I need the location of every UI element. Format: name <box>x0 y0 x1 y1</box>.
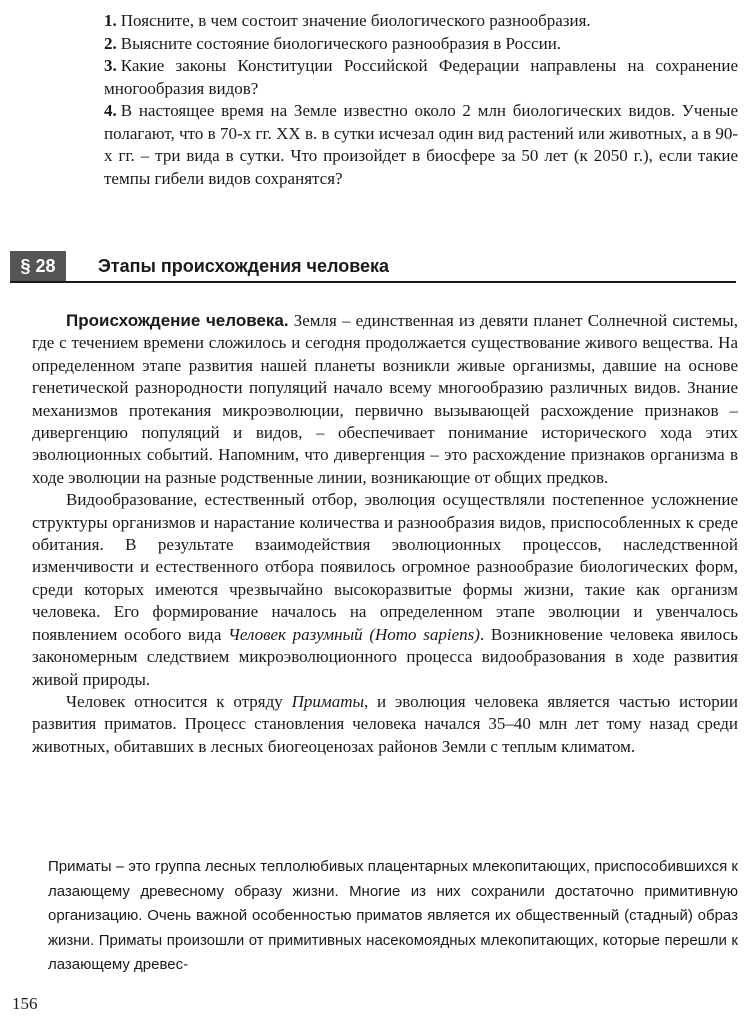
question-item <box>104 100 738 190</box>
section-header <box>10 251 736 283</box>
question-number: 1. <box>104 11 117 30</box>
main-text <box>32 310 738 758</box>
question-text: Поясните, в чем состоит значение биологического разнообразия. <box>120 11 591 30</box>
paragraph-text: , и эволюция человека является частью истории развития приматов. Процесс становления человека начался 35–40 млн лет тому назад среди животных, обитавших в лесных биогеоценозах районов Земли с теплым климатом. <box>32 691 738 756</box>
species-term: Человек разумный (Homo sapiens) <box>228 624 480 644</box>
section-title: Этапы происхождения человека <box>98 256 390 276</box>
paragraph-origin <box>32 310 738 489</box>
section-number-badge: § 28 <box>10 251 66 281</box>
question-number: 4. <box>104 101 117 120</box>
paragraph-speciation <box>32 489 738 691</box>
question-text: Выясните состояние биологического разнообразия в России. <box>120 33 562 53</box>
review-questions <box>104 10 738 190</box>
note-text: Приматы – это группа лесных теплолюбивых плацентарных млекопитающих, приспособившихся к лазающему древесному образу жизни. Многие из них сохранили достаточно примитивную организацию. Очень важной особенностью приматов является их общественный (стадный) образ жизни. Приматы произошли от примитивных насекомоядных млекопитающих, которые перешли к лазающему древес- <box>48 858 738 973</box>
paragraph-text: . Возникновение человека явилось закономерным следствием микроэволюционного процесса видообразования в ходе развития живой природы. <box>32 624 738 689</box>
paragraph-lead-title: Происхождение человека. <box>66 311 289 330</box>
question-number: 3. <box>104 56 117 75</box>
question-item <box>104 55 738 100</box>
paragraph-primates <box>32 691 738 758</box>
question-number: 2. <box>104 33 117 53</box>
question-text: В настоящее время на Земле известно около 2 млн биологических видов. Ученые полагают, что в 70-х гг. XX в. в сутки исчезал один вид растений или животных, а в 90-х гг. – три вида в сутки. Что произойдет в биосфере за 50 лет (к 2050 г.), если такие темпы гибели видов сохранятся? <box>104 101 738 188</box>
question-item <box>104 33 738 56</box>
paragraph-text: Земля – единственная из девяти планет Солнечной системы, где с течением времени сложилось и сегодня продолжается существование живого вещества. На определенном этапе развития нашей планеты возникли живые организмы, давшие на основе генетической разнородности популяций начало всему многообразию различных видов. Знание механизмов протекания микроэволюции, первично вызывающей расхождение признаков – дивергенцию популяций и видов, – обеспечивает понимание исторического хода этих эволюционных событий. Напомним, что дивергенция – это расхождение признаков организма в ходе эволюции на разные родственные линии, возникающие от общих предков. <box>32 311 738 487</box>
paragraph-text: Человек относится к отряду <box>66 691 292 711</box>
paragraph-text: Видообразование, естественный отбор, эволюция осуществляли постепенное усложнение структуры организмов и нарастание количества и разнообразия видов, приспособленных к среде обитания. В результате взаимодействия эволюционных процессов, наследственной изменчивости и естественного отбора появилось огромное разнообразие биологических форм, среди которых имеются чрезвычайно высокоразвитые формы жизни, такие как организм человека. Его формирование началось на определенном этапе эволюции и увенчалось появлением особого вида <box>32 490 738 644</box>
order-term: Приматы <box>291 691 364 711</box>
question-item <box>104 10 738 33</box>
question-text: Какие законы Конституции Российской Федерации направлены на сохранение многообразия видов? <box>104 56 738 98</box>
primates-note <box>48 855 738 978</box>
page-number: 156 <box>12 994 38 1013</box>
